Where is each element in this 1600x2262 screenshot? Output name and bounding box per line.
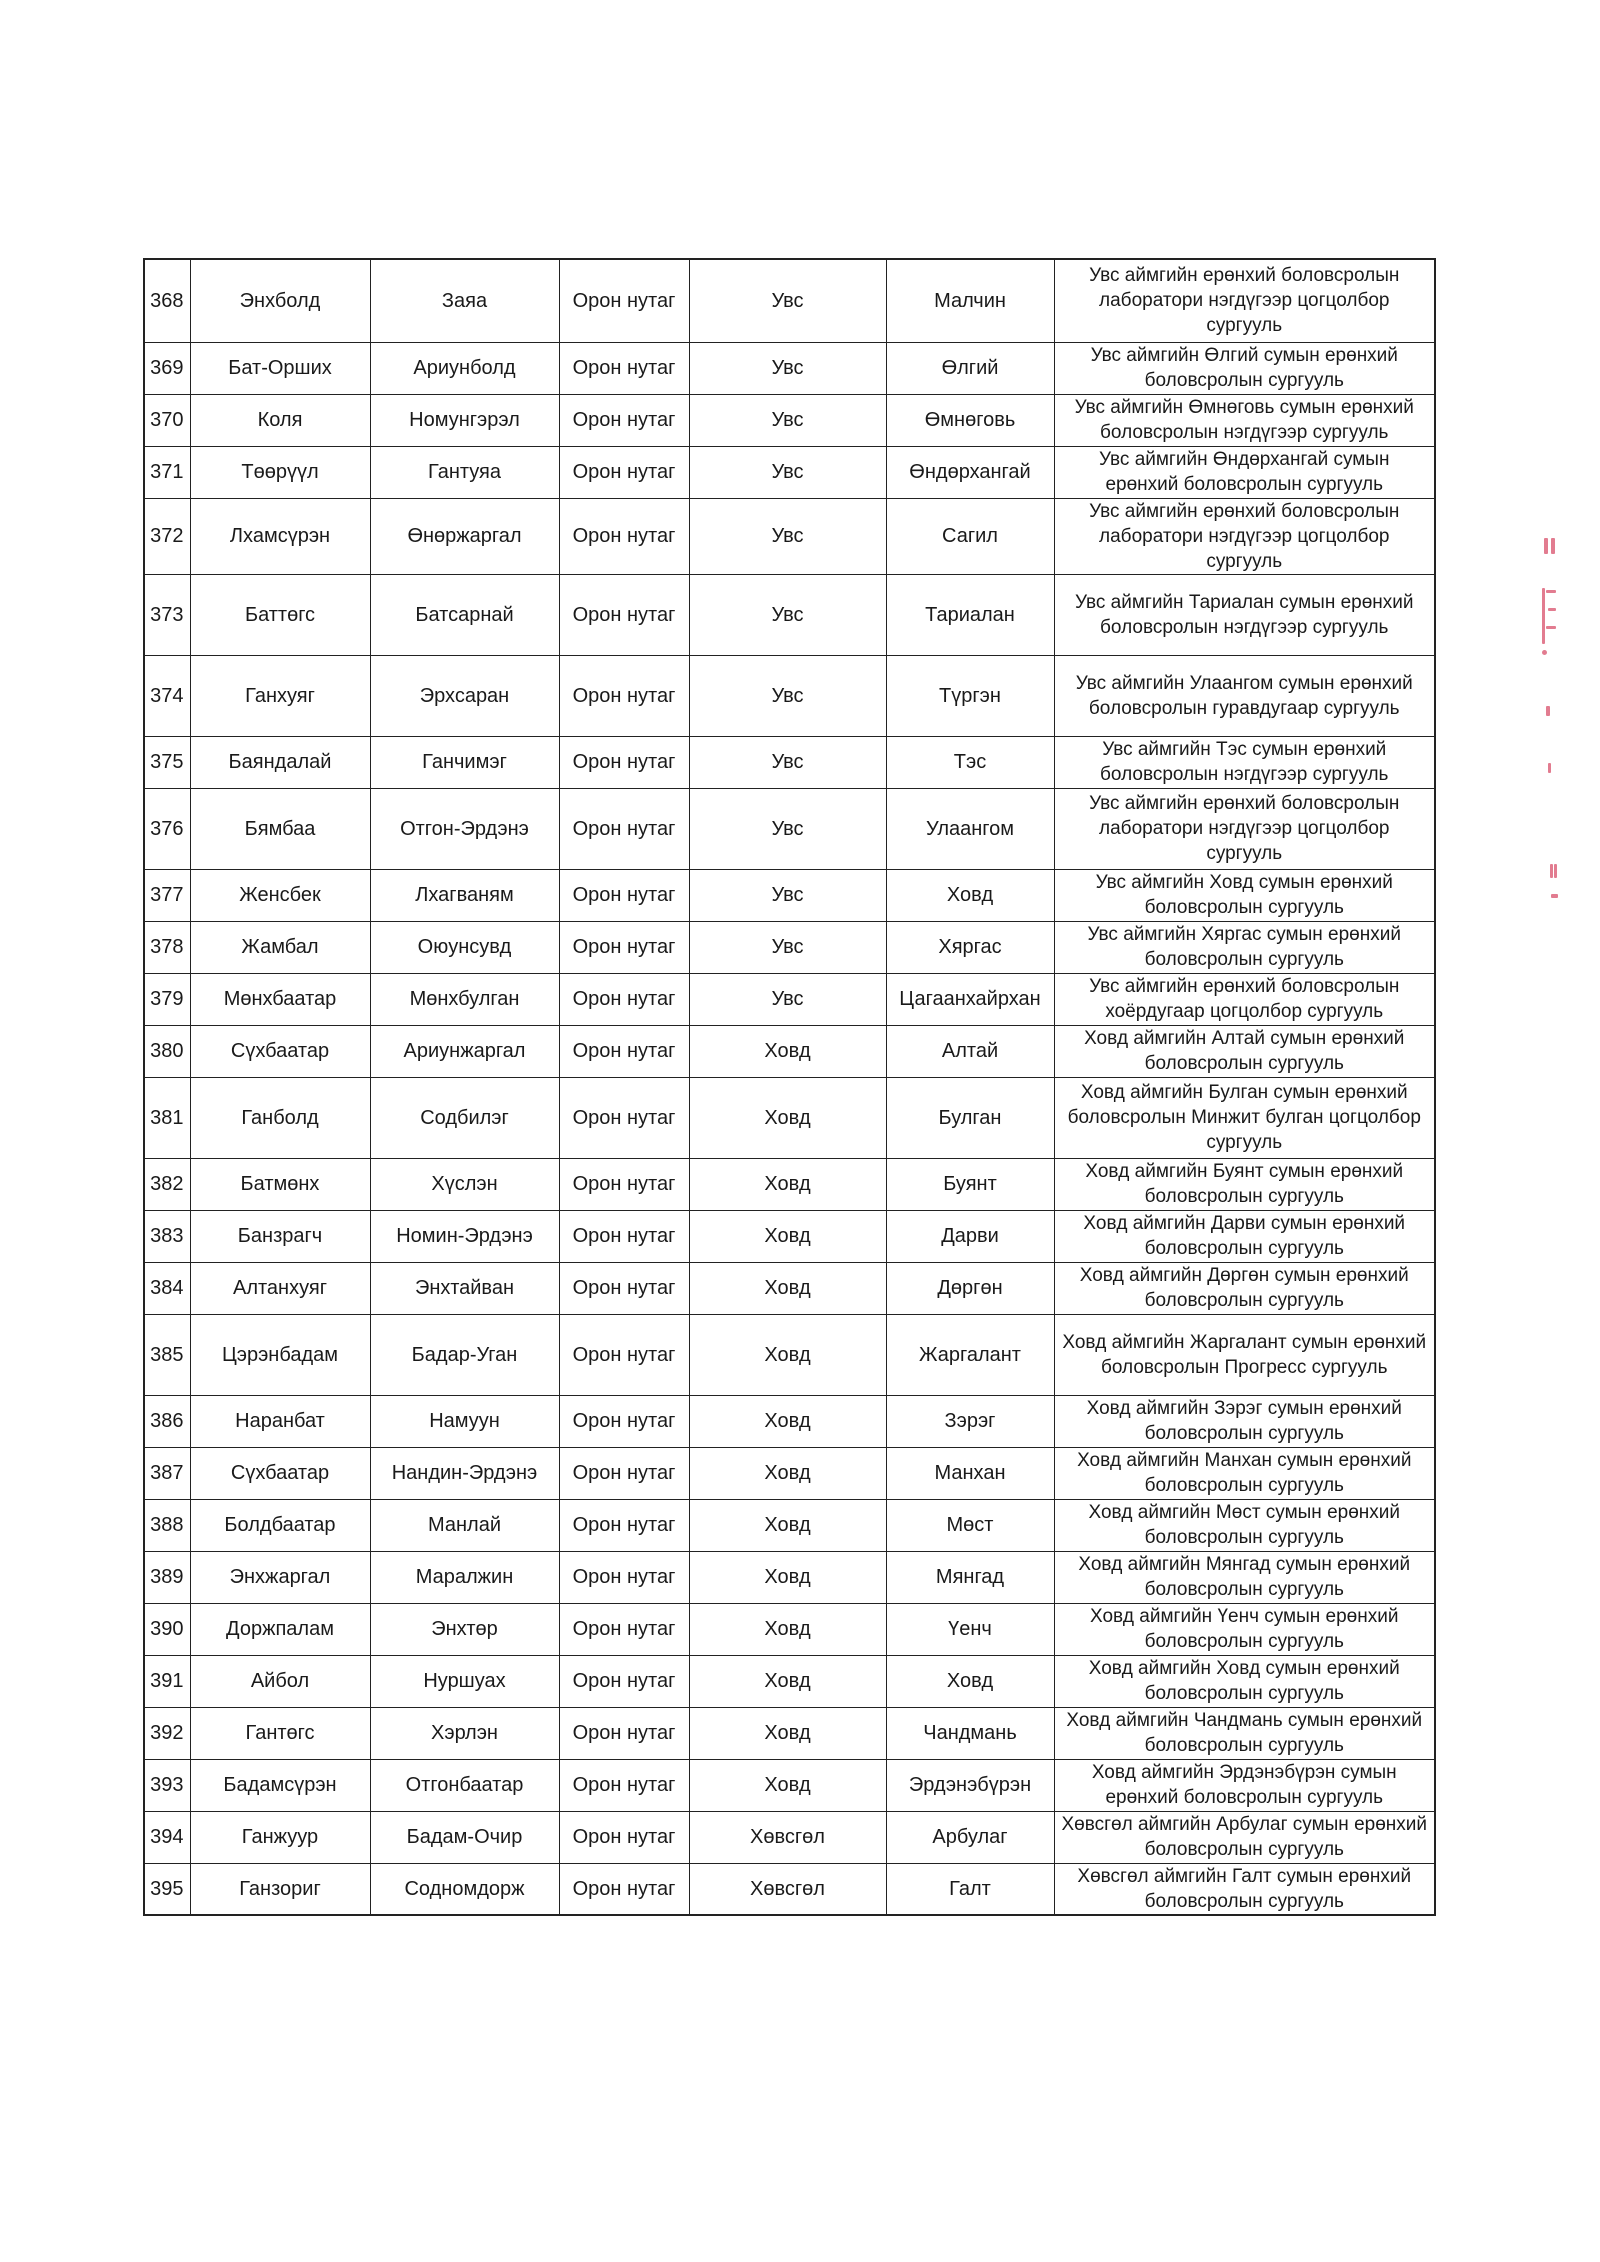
school-cell: Хөвсгөл аймгийн Арбулаг сумын ерөнхий боловсролын сургууль	[1054, 1811, 1435, 1863]
aimag-cell: Увс	[689, 973, 886, 1025]
soum-cell: Ховд	[886, 1655, 1054, 1707]
row-number-cell: 372	[144, 498, 190, 574]
aimag-cell: Увс	[689, 259, 886, 342]
soum-cell: Улаангом	[886, 788, 1054, 869]
row-number-cell: 376	[144, 788, 190, 869]
first-name-cell: Лхагваням	[370, 869, 559, 921]
last-name-cell: Банзрагч	[190, 1210, 370, 1262]
row-number-cell: 384	[144, 1262, 190, 1314]
first-name-cell: Содномдорж	[370, 1863, 559, 1915]
row-number-cell: 395	[144, 1863, 190, 1915]
last-name-cell: Ганжуур	[190, 1811, 370, 1863]
last-name-cell: Баттөгс	[190, 574, 370, 655]
row-number-cell: 373	[144, 574, 190, 655]
soum-cell: Сагил	[886, 498, 1054, 574]
aimag-cell: Ховд	[689, 1707, 886, 1759]
row-number-cell: 381	[144, 1077, 190, 1158]
soum-cell: Түргэн	[886, 655, 1054, 736]
soum-cell: Алтай	[886, 1025, 1054, 1077]
school-cell: Ховд аймгийн Манхан сумын ерөнхий боловсролын сургууль	[1054, 1447, 1435, 1499]
row-number-cell: 386	[144, 1395, 190, 1447]
last-name-cell: Женсбек	[190, 869, 370, 921]
table-row	[144, 574, 1435, 655]
first-name-cell: Манлай	[370, 1499, 559, 1551]
table-row	[144, 736, 1435, 788]
type-cell: Орон нутаг	[559, 1499, 689, 1551]
first-name-cell: Гантуяа	[370, 446, 559, 498]
last-name-cell: Айбол	[190, 1655, 370, 1707]
aimag-cell: Увс	[689, 655, 886, 736]
school-cell: Ховд аймгийн Булган сумын ерөнхий боловсролын Минжит булган цогцолбор сургууль	[1054, 1077, 1435, 1158]
soum-cell: Манхан	[886, 1447, 1054, 1499]
aimag-cell: Ховд	[689, 1314, 886, 1395]
row-number-cell: 378	[144, 921, 190, 973]
school-cell: Увс аймгийн ерөнхий боловсролын лаборатори нэгдүгээр цогцолбор сургууль	[1054, 498, 1435, 574]
type-cell: Орон нутаг	[559, 1655, 689, 1707]
type-cell: Орон нутаг	[559, 1025, 689, 1077]
row-number-cell: 388	[144, 1499, 190, 1551]
last-name-cell: Цэрэнбадам	[190, 1314, 370, 1395]
last-name-cell: Ганзориг	[190, 1863, 370, 1915]
type-cell: Орон нутаг	[559, 259, 689, 342]
type-cell: Орон нутаг	[559, 1447, 689, 1499]
type-cell: Орон нутаг	[559, 973, 689, 1025]
aimag-cell: Ховд	[689, 1655, 886, 1707]
aimag-cell: Ховд	[689, 1077, 886, 1158]
last-name-cell: Ганболд	[190, 1077, 370, 1158]
soum-cell: Зэрэг	[886, 1395, 1054, 1447]
first-name-cell: Хүслэн	[370, 1158, 559, 1210]
soum-cell: Эрдэнэбүрэн	[886, 1759, 1054, 1811]
table-row	[144, 1603, 1435, 1655]
school-cell: Ховд аймгийн Алтай сумын ерөнхий боловсролын сургууль	[1054, 1025, 1435, 1077]
school-cell: Ховд аймгийн Үенч сумын ерөнхий боловсролын сургууль	[1054, 1603, 1435, 1655]
first-name-cell: Отгонбаатар	[370, 1759, 559, 1811]
type-cell: Орон нутаг	[559, 788, 689, 869]
first-name-cell: Заяа	[370, 259, 559, 342]
table-row	[144, 394, 1435, 446]
school-cell: Ховд аймгийн Буянт сумын ерөнхий боловсролын сургууль	[1054, 1158, 1435, 1210]
first-name-cell: Номунгэрэл	[370, 394, 559, 446]
first-name-cell: Бадам-Очир	[370, 1811, 559, 1863]
school-cell: Увс аймгийн Өндөрхангай сумын ерөнхий боловсролын сургууль	[1054, 446, 1435, 498]
type-cell: Орон нутаг	[559, 1863, 689, 1915]
last-name-cell: Наранбат	[190, 1395, 370, 1447]
type-cell: Орон нутаг	[559, 1811, 689, 1863]
aimag-cell: Хөвсгөл	[689, 1863, 886, 1915]
type-cell: Орон нутаг	[559, 736, 689, 788]
soum-cell: Галт	[886, 1863, 1054, 1915]
aimag-cell: Увс	[689, 446, 886, 498]
soum-cell: Дөргөн	[886, 1262, 1054, 1314]
first-name-cell: Батсарнай	[370, 574, 559, 655]
aimag-cell: Ховд	[689, 1447, 886, 1499]
soum-cell: Хяргас	[886, 921, 1054, 973]
table-row	[144, 1262, 1435, 1314]
type-cell: Орон нутаг	[559, 394, 689, 446]
table-row	[144, 1210, 1435, 1262]
soum-cell: Малчин	[886, 259, 1054, 342]
soum-cell: Өмнөговь	[886, 394, 1054, 446]
records-table	[143, 258, 1436, 1916]
last-name-cell: Баяндалай	[190, 736, 370, 788]
last-name-cell: Сүхбаатар	[190, 1447, 370, 1499]
school-cell: Увс аймгийн ерөнхий боловсролын хоёрдугаар цогцолбор сургууль	[1054, 973, 1435, 1025]
first-name-cell: Бадар-Уган	[370, 1314, 559, 1395]
aimag-cell: Увс	[689, 574, 886, 655]
soum-cell: Ховд	[886, 869, 1054, 921]
stamp-mark	[1532, 528, 1562, 918]
soum-cell: Арбулаг	[886, 1811, 1054, 1863]
soum-cell: Өндөрхангай	[886, 446, 1054, 498]
last-name-cell: Батмөнх	[190, 1158, 370, 1210]
first-name-cell: Нуршуах	[370, 1655, 559, 1707]
table-row	[144, 973, 1435, 1025]
row-number-cell: 377	[144, 869, 190, 921]
row-number-cell: 392	[144, 1707, 190, 1759]
table-row	[144, 1025, 1435, 1077]
table-row	[144, 788, 1435, 869]
row-number-cell: 391	[144, 1655, 190, 1707]
school-cell: Ховд аймгийн Мянгад сумын ерөнхий боловсролын сургууль	[1054, 1551, 1435, 1603]
school-cell: Ховд аймгийн Эрдэнэбүрэн сумын ерөнхий боловсролын сургууль	[1054, 1759, 1435, 1811]
type-cell: Орон нутаг	[559, 1262, 689, 1314]
type-cell: Орон нутаг	[559, 655, 689, 736]
first-name-cell: Эрхсаран	[370, 655, 559, 736]
type-cell: Орон нутаг	[559, 1077, 689, 1158]
row-number-cell: 379	[144, 973, 190, 1025]
first-name-cell: Ариунжаргал	[370, 1025, 559, 1077]
aimag-cell: Ховд	[689, 1158, 886, 1210]
school-cell: Хөвсгөл аймгийн Галт сумын ерөнхий боловсролын сургууль	[1054, 1863, 1435, 1915]
first-name-cell: Мөнхбулган	[370, 973, 559, 1025]
row-number-cell: 385	[144, 1314, 190, 1395]
row-number-cell: 393	[144, 1759, 190, 1811]
school-cell: Ховд аймгийн Ховд сумын ерөнхий боловсролын сургууль	[1054, 1655, 1435, 1707]
table-row	[144, 1551, 1435, 1603]
school-cell: Увс аймгийн Тариалан сумын ерөнхий боловсролын нэгдүгээр сургууль	[1054, 574, 1435, 655]
last-name-cell: Жамбал	[190, 921, 370, 973]
table-row	[144, 1395, 1435, 1447]
table-row	[144, 1655, 1435, 1707]
aimag-cell: Ховд	[689, 1759, 886, 1811]
type-cell: Орон нутаг	[559, 921, 689, 973]
school-cell: Ховд аймгийн Жаргалант сумын ерөнхий боловсролын Прогресс сургууль	[1054, 1314, 1435, 1395]
last-name-cell: Ганхуяг	[190, 655, 370, 736]
aimag-cell: Ховд	[689, 1603, 886, 1655]
table-row	[144, 869, 1435, 921]
row-number-cell: 389	[144, 1551, 190, 1603]
aimag-cell: Увс	[689, 921, 886, 973]
first-name-cell: Ганчимэг	[370, 736, 559, 788]
type-cell: Орон нутаг	[559, 1210, 689, 1262]
first-name-cell: Энхтайван	[370, 1262, 559, 1314]
soum-cell: Цагаанхайрхан	[886, 973, 1054, 1025]
last-name-cell: Мөнхбаатар	[190, 973, 370, 1025]
first-name-cell: Ариунболд	[370, 342, 559, 394]
last-name-cell: Гантөгс	[190, 1707, 370, 1759]
row-number-cell: 374	[144, 655, 190, 736]
aimag-cell: Увс	[689, 788, 886, 869]
first-name-cell: Нандин-Эрдэнэ	[370, 1447, 559, 1499]
soum-cell: Мөст	[886, 1499, 1054, 1551]
soum-cell: Дарви	[886, 1210, 1054, 1262]
first-name-cell: Маралжин	[370, 1551, 559, 1603]
table-row	[144, 1707, 1435, 1759]
school-cell: Ховд аймгийн Дөргөн сумын ерөнхий боловсролын сургууль	[1054, 1262, 1435, 1314]
aimag-cell: Ховд	[689, 1395, 886, 1447]
last-name-cell: Коля	[190, 394, 370, 446]
table-row	[144, 1499, 1435, 1551]
soum-cell: Тэс	[886, 736, 1054, 788]
last-name-cell: Бат-Орших	[190, 342, 370, 394]
last-name-cell: Бямбаа	[190, 788, 370, 869]
aimag-cell: Увс	[689, 498, 886, 574]
school-cell: Увс аймгийн Тэс сумын ерөнхий боловсролын нэгдүгээр сургууль	[1054, 736, 1435, 788]
type-cell: Орон нутаг	[559, 446, 689, 498]
row-number-cell: 375	[144, 736, 190, 788]
school-cell: Увс аймгийн Улаангом сумын ерөнхий боловсролын гуравдугаар сургууль	[1054, 655, 1435, 736]
table-row	[144, 1314, 1435, 1395]
aimag-cell: Увс	[689, 342, 886, 394]
aimag-cell: Ховд	[689, 1551, 886, 1603]
table-row	[144, 1811, 1435, 1863]
type-cell: Орон нутаг	[559, 1551, 689, 1603]
row-number-cell: 369	[144, 342, 190, 394]
table-row	[144, 498, 1435, 574]
type-cell: Орон нутаг	[559, 1158, 689, 1210]
type-cell: Орон нутаг	[559, 498, 689, 574]
aimag-cell: Увс	[689, 736, 886, 788]
soum-cell: Жаргалант	[886, 1314, 1054, 1395]
row-number-cell: 368	[144, 259, 190, 342]
last-name-cell: Төөрүүл	[190, 446, 370, 498]
type-cell: Орон нутаг	[559, 1314, 689, 1395]
table-row	[144, 1077, 1435, 1158]
school-cell: Ховд аймгийн Чандмань сумын ерөнхий боловсролын сургууль	[1054, 1707, 1435, 1759]
aimag-cell: Увс	[689, 394, 886, 446]
type-cell: Орон нутаг	[559, 1707, 689, 1759]
school-cell: Ховд аймгийн Мөст сумын ерөнхий боловсролын сургууль	[1054, 1499, 1435, 1551]
last-name-cell: Энхболд	[190, 259, 370, 342]
row-number-cell: 394	[144, 1811, 190, 1863]
first-name-cell: Хэрлэн	[370, 1707, 559, 1759]
table-row	[144, 446, 1435, 498]
aimag-cell: Ховд	[689, 1262, 886, 1314]
table-row	[144, 259, 1435, 342]
school-cell: Увс аймгийн Ховд сумын ерөнхий боловсролын сургууль	[1054, 869, 1435, 921]
soum-cell: Өлгий	[886, 342, 1054, 394]
table-row	[144, 1863, 1435, 1915]
type-cell: Орон нутаг	[559, 1759, 689, 1811]
first-name-cell: Содбилэг	[370, 1077, 559, 1158]
first-name-cell: Отгон-Эрдэнэ	[370, 788, 559, 869]
soum-cell: Мянгад	[886, 1551, 1054, 1603]
school-cell: Увс аймгийн Хяргас сумын ерөнхий боловсролын сургууль	[1054, 921, 1435, 973]
first-name-cell: Энхтөр	[370, 1603, 559, 1655]
school-cell: Увс аймгийн ерөнхий боловсролын лаборатори нэгдүгээр цогцолбор сургууль	[1054, 259, 1435, 342]
aimag-cell: Ховд	[689, 1210, 886, 1262]
first-name-cell: Намуун	[370, 1395, 559, 1447]
last-name-cell: Болдбаатар	[190, 1499, 370, 1551]
soum-cell: Тариалан	[886, 574, 1054, 655]
school-cell: Ховд аймгийн Дарви сумын ерөнхий боловсролын сургууль	[1054, 1210, 1435, 1262]
last-name-cell: Алтанхуяг	[190, 1262, 370, 1314]
type-cell: Орон нутаг	[559, 342, 689, 394]
records-table-body	[144, 259, 1435, 1915]
last-name-cell: Бадамсүрэн	[190, 1759, 370, 1811]
row-number-cell: 387	[144, 1447, 190, 1499]
school-cell: Увс аймгийн Өмнөговь сумын ерөнхий боловсролын нэгдүгээр сургууль	[1054, 394, 1435, 446]
school-cell: Увс аймгийн Өлгий сумын ерөнхий боловсролын сургууль	[1054, 342, 1435, 394]
row-number-cell: 371	[144, 446, 190, 498]
first-name-cell: Номин-Эрдэнэ	[370, 1210, 559, 1262]
row-number-cell: 382	[144, 1158, 190, 1210]
table-row	[144, 655, 1435, 736]
table-row	[144, 342, 1435, 394]
type-cell: Орон нутаг	[559, 869, 689, 921]
aimag-cell: Ховд	[689, 1025, 886, 1077]
school-cell: Ховд аймгийн Зэрэг сумын ерөнхий боловсролын сургууль	[1054, 1395, 1435, 1447]
row-number-cell: 383	[144, 1210, 190, 1262]
aimag-cell: Увс	[689, 869, 886, 921]
last-name-cell: Доржпалам	[190, 1603, 370, 1655]
soum-cell: Буянт	[886, 1158, 1054, 1210]
last-name-cell: Сүхбаатар	[190, 1025, 370, 1077]
row-number-cell: 390	[144, 1603, 190, 1655]
aimag-cell: Ховд	[689, 1499, 886, 1551]
last-name-cell: Лхамсүрэн	[190, 498, 370, 574]
row-number-cell: 380	[144, 1025, 190, 1077]
table-row	[144, 921, 1435, 973]
soum-cell: Үенч	[886, 1603, 1054, 1655]
last-name-cell: Энхжаргал	[190, 1551, 370, 1603]
soum-cell: Чандмань	[886, 1707, 1054, 1759]
first-name-cell: Өнөржаргал	[370, 498, 559, 574]
type-cell: Орон нутаг	[559, 1395, 689, 1447]
school-cell: Увс аймгийн ерөнхий боловсролын лаборатори нэгдүгээр цогцолбор сургууль	[1054, 788, 1435, 869]
table-row	[144, 1158, 1435, 1210]
table-row	[144, 1759, 1435, 1811]
row-number-cell: 370	[144, 394, 190, 446]
type-cell: Орон нутаг	[559, 574, 689, 655]
aimag-cell: Хөвсгөл	[689, 1811, 886, 1863]
table-row	[144, 1447, 1435, 1499]
soum-cell: Булган	[886, 1077, 1054, 1158]
type-cell: Орон нутаг	[559, 1603, 689, 1655]
first-name-cell: Оюунсувд	[370, 921, 559, 973]
